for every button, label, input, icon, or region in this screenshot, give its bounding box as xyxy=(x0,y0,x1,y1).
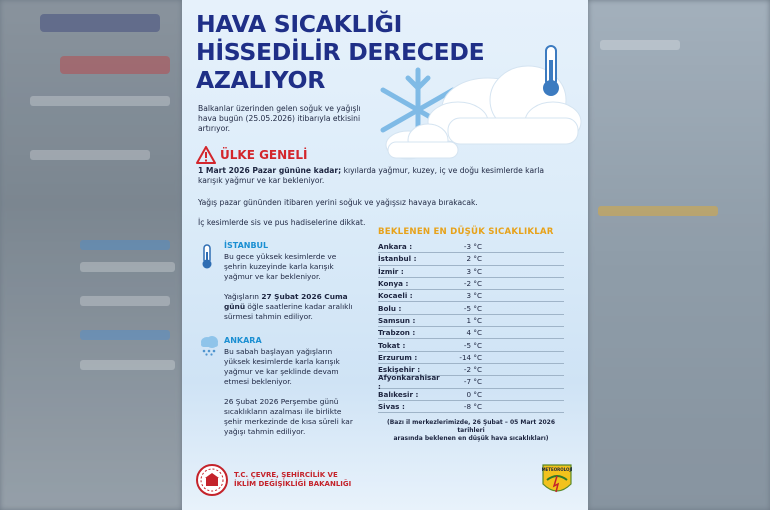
text: 26 Şubat 2026 Perşembe günü xyxy=(224,397,339,406)
city-name: Trabzon : xyxy=(378,328,416,338)
table-row xyxy=(378,339,564,351)
intro-line: hava bugün (25.05.2026) itibarıyla etkisini xyxy=(198,114,361,123)
poster-title xyxy=(196,10,496,94)
paragraph-dry: Yağış pazar gününden itibaren yerini soğuk ve yağışsız havaya bırakacak. xyxy=(198,198,478,207)
min-temperature: 0 °C xyxy=(466,389,482,399)
table-title: BEKLENEN EN DÜŞÜK SICAKLIKLAR xyxy=(378,227,554,237)
text: yağmur ve kar bekleniyor. xyxy=(224,272,321,281)
intro-line: Balkanlar üzerinden gelen soğuk ve yağışlı xyxy=(198,104,361,113)
background-left xyxy=(0,0,182,510)
text: (Bazı il merkezlerimizde, 26 Şubat – 05 Mart 2026 tarihleri xyxy=(386,419,556,435)
city-name: Kocaeli : xyxy=(378,291,413,301)
min-temperature: -2 °C xyxy=(463,365,482,375)
paragraph-fog: İç kesimlerde sis ve pus hadiselerine dikkat. xyxy=(198,218,366,227)
title-line: AZALIYOR xyxy=(196,66,325,94)
ghost-shape xyxy=(80,360,175,370)
city-name: Eskişehir : xyxy=(378,365,421,375)
city-name: İstanbul : xyxy=(378,254,417,264)
text: Bu gece yüksek kesimlerde ve xyxy=(224,252,337,261)
intro-line: artırıyor. xyxy=(198,124,231,133)
ghost-shape xyxy=(600,40,680,50)
table-row xyxy=(378,315,564,327)
section-header xyxy=(196,146,307,164)
city-heading-ankara: ANKARA xyxy=(224,336,262,345)
table-row xyxy=(378,352,564,364)
table-row xyxy=(378,241,564,253)
city-name: Samsun : xyxy=(378,315,416,325)
city-name: Sivas : xyxy=(378,402,405,411)
text: sürmesi tahmin ediliyor. xyxy=(224,312,313,321)
text: İKLİM DEĞİŞİKLİĞİ BAKANLIĞI xyxy=(234,480,352,488)
text: öğle saatlerine kadar aralıklı xyxy=(245,302,353,311)
min-temperature: -2 °C xyxy=(463,279,482,289)
intro-text xyxy=(198,104,378,134)
city-name: Erzurum : xyxy=(378,352,418,362)
min-temperature: 3 °C xyxy=(466,266,482,276)
table-row xyxy=(378,401,564,413)
text: etmesi bekleniyor. xyxy=(224,377,292,386)
text: arasında beklenen en düşük hava sıcaklıkları) xyxy=(393,435,549,443)
table-rows xyxy=(378,241,564,413)
ghost-shape xyxy=(60,56,170,74)
table-row xyxy=(378,290,564,302)
city-name: Konya : xyxy=(378,279,409,289)
min-temperature: 3 °C xyxy=(466,291,482,301)
text: şehir merkezinde de kısa süreli kar xyxy=(224,417,353,426)
ghost-shape xyxy=(30,96,170,106)
text: Bu sabah başlayan yağışların xyxy=(224,347,333,356)
title-line: HİSSEDİLİR DERECEDE xyxy=(196,38,485,66)
text: yağmur ve kar şeklinde devam xyxy=(224,367,339,376)
table-row xyxy=(378,253,564,265)
ghost-shape xyxy=(80,296,170,306)
text: Yağışların xyxy=(224,292,262,301)
weather-poster xyxy=(182,0,588,510)
table-row xyxy=(378,372,564,391)
table-row xyxy=(378,278,564,290)
table-row xyxy=(378,266,564,278)
min-temperature: -7 °C xyxy=(463,377,482,387)
text: kıyılarda yağmur, kuzey, iç ve doğu kesimlerde karla xyxy=(341,166,544,175)
min-temperature: 1 °C xyxy=(466,315,482,325)
paragraph-forecast xyxy=(198,166,578,186)
ghost-shape xyxy=(80,330,170,340)
ghost-shape xyxy=(80,240,170,250)
ghost-shape xyxy=(598,206,718,216)
table-row xyxy=(378,389,564,401)
meteorology-logo-icon xyxy=(542,462,572,498)
city-name: İzmir : xyxy=(378,266,404,276)
table-row xyxy=(378,302,564,314)
bold-date: 1 Mart 2026 Pazar gününe kadar; xyxy=(198,166,342,175)
text: şehrin kuzeyinde karla karışık xyxy=(224,262,334,271)
min-temperature: -3 °C xyxy=(463,242,482,252)
background-right xyxy=(588,0,770,510)
ministry-logo xyxy=(196,464,351,496)
ghost-shape xyxy=(80,262,175,272)
thermometer-icon xyxy=(198,244,216,270)
min-temperature: -5 °C xyxy=(463,303,482,313)
meteo-label: METEOROLOJİ xyxy=(542,467,572,472)
section-label: ÜLKE GENELİ xyxy=(220,148,308,162)
city-name: Afyonkarahisar : xyxy=(378,372,440,391)
bold-text: günü xyxy=(224,302,246,311)
ghost-shape xyxy=(30,150,150,160)
text: T.C. ÇEVRE, ŞEHİRCİLİK VE xyxy=(234,471,338,479)
min-temperature: -8 °C xyxy=(463,402,482,411)
title-line: HAVA SICAKLIĞI xyxy=(196,10,403,38)
ankara-text xyxy=(224,347,374,437)
min-temperature-table xyxy=(378,227,564,443)
istanbul-text xyxy=(224,252,374,322)
min-temperature: -14 °C xyxy=(459,352,482,362)
text: yağışı tahmin ediliyor. xyxy=(224,427,306,436)
warning-icon xyxy=(196,146,216,164)
city-heading-istanbul: İSTANBUL xyxy=(224,241,269,250)
ghost-shape xyxy=(40,14,160,32)
snow-cloud-icon xyxy=(198,334,220,356)
city-name: Bolu : xyxy=(378,303,402,313)
text: sıcaklıkların azalması ile birlikte xyxy=(224,407,342,416)
thermometer-icon xyxy=(543,46,559,96)
min-temperature: -5 °C xyxy=(463,340,482,350)
ministry-emblem-icon xyxy=(196,464,228,496)
bold-date: 27 Şubat 2026 Cuma xyxy=(261,292,348,301)
min-temperature: 2 °C xyxy=(466,254,482,264)
text: karışık yağmur ve kar bekleniyor. xyxy=(198,176,325,185)
min-temperature: 4 °C xyxy=(466,328,482,338)
table-note xyxy=(378,419,564,443)
city-name: Ankara : xyxy=(378,242,413,252)
text: yüksek kesimlerde karla karışık xyxy=(224,357,340,366)
table-row xyxy=(378,327,564,339)
city-name: Balıkesir : xyxy=(378,389,419,399)
city-name: Tokat : xyxy=(378,340,406,350)
